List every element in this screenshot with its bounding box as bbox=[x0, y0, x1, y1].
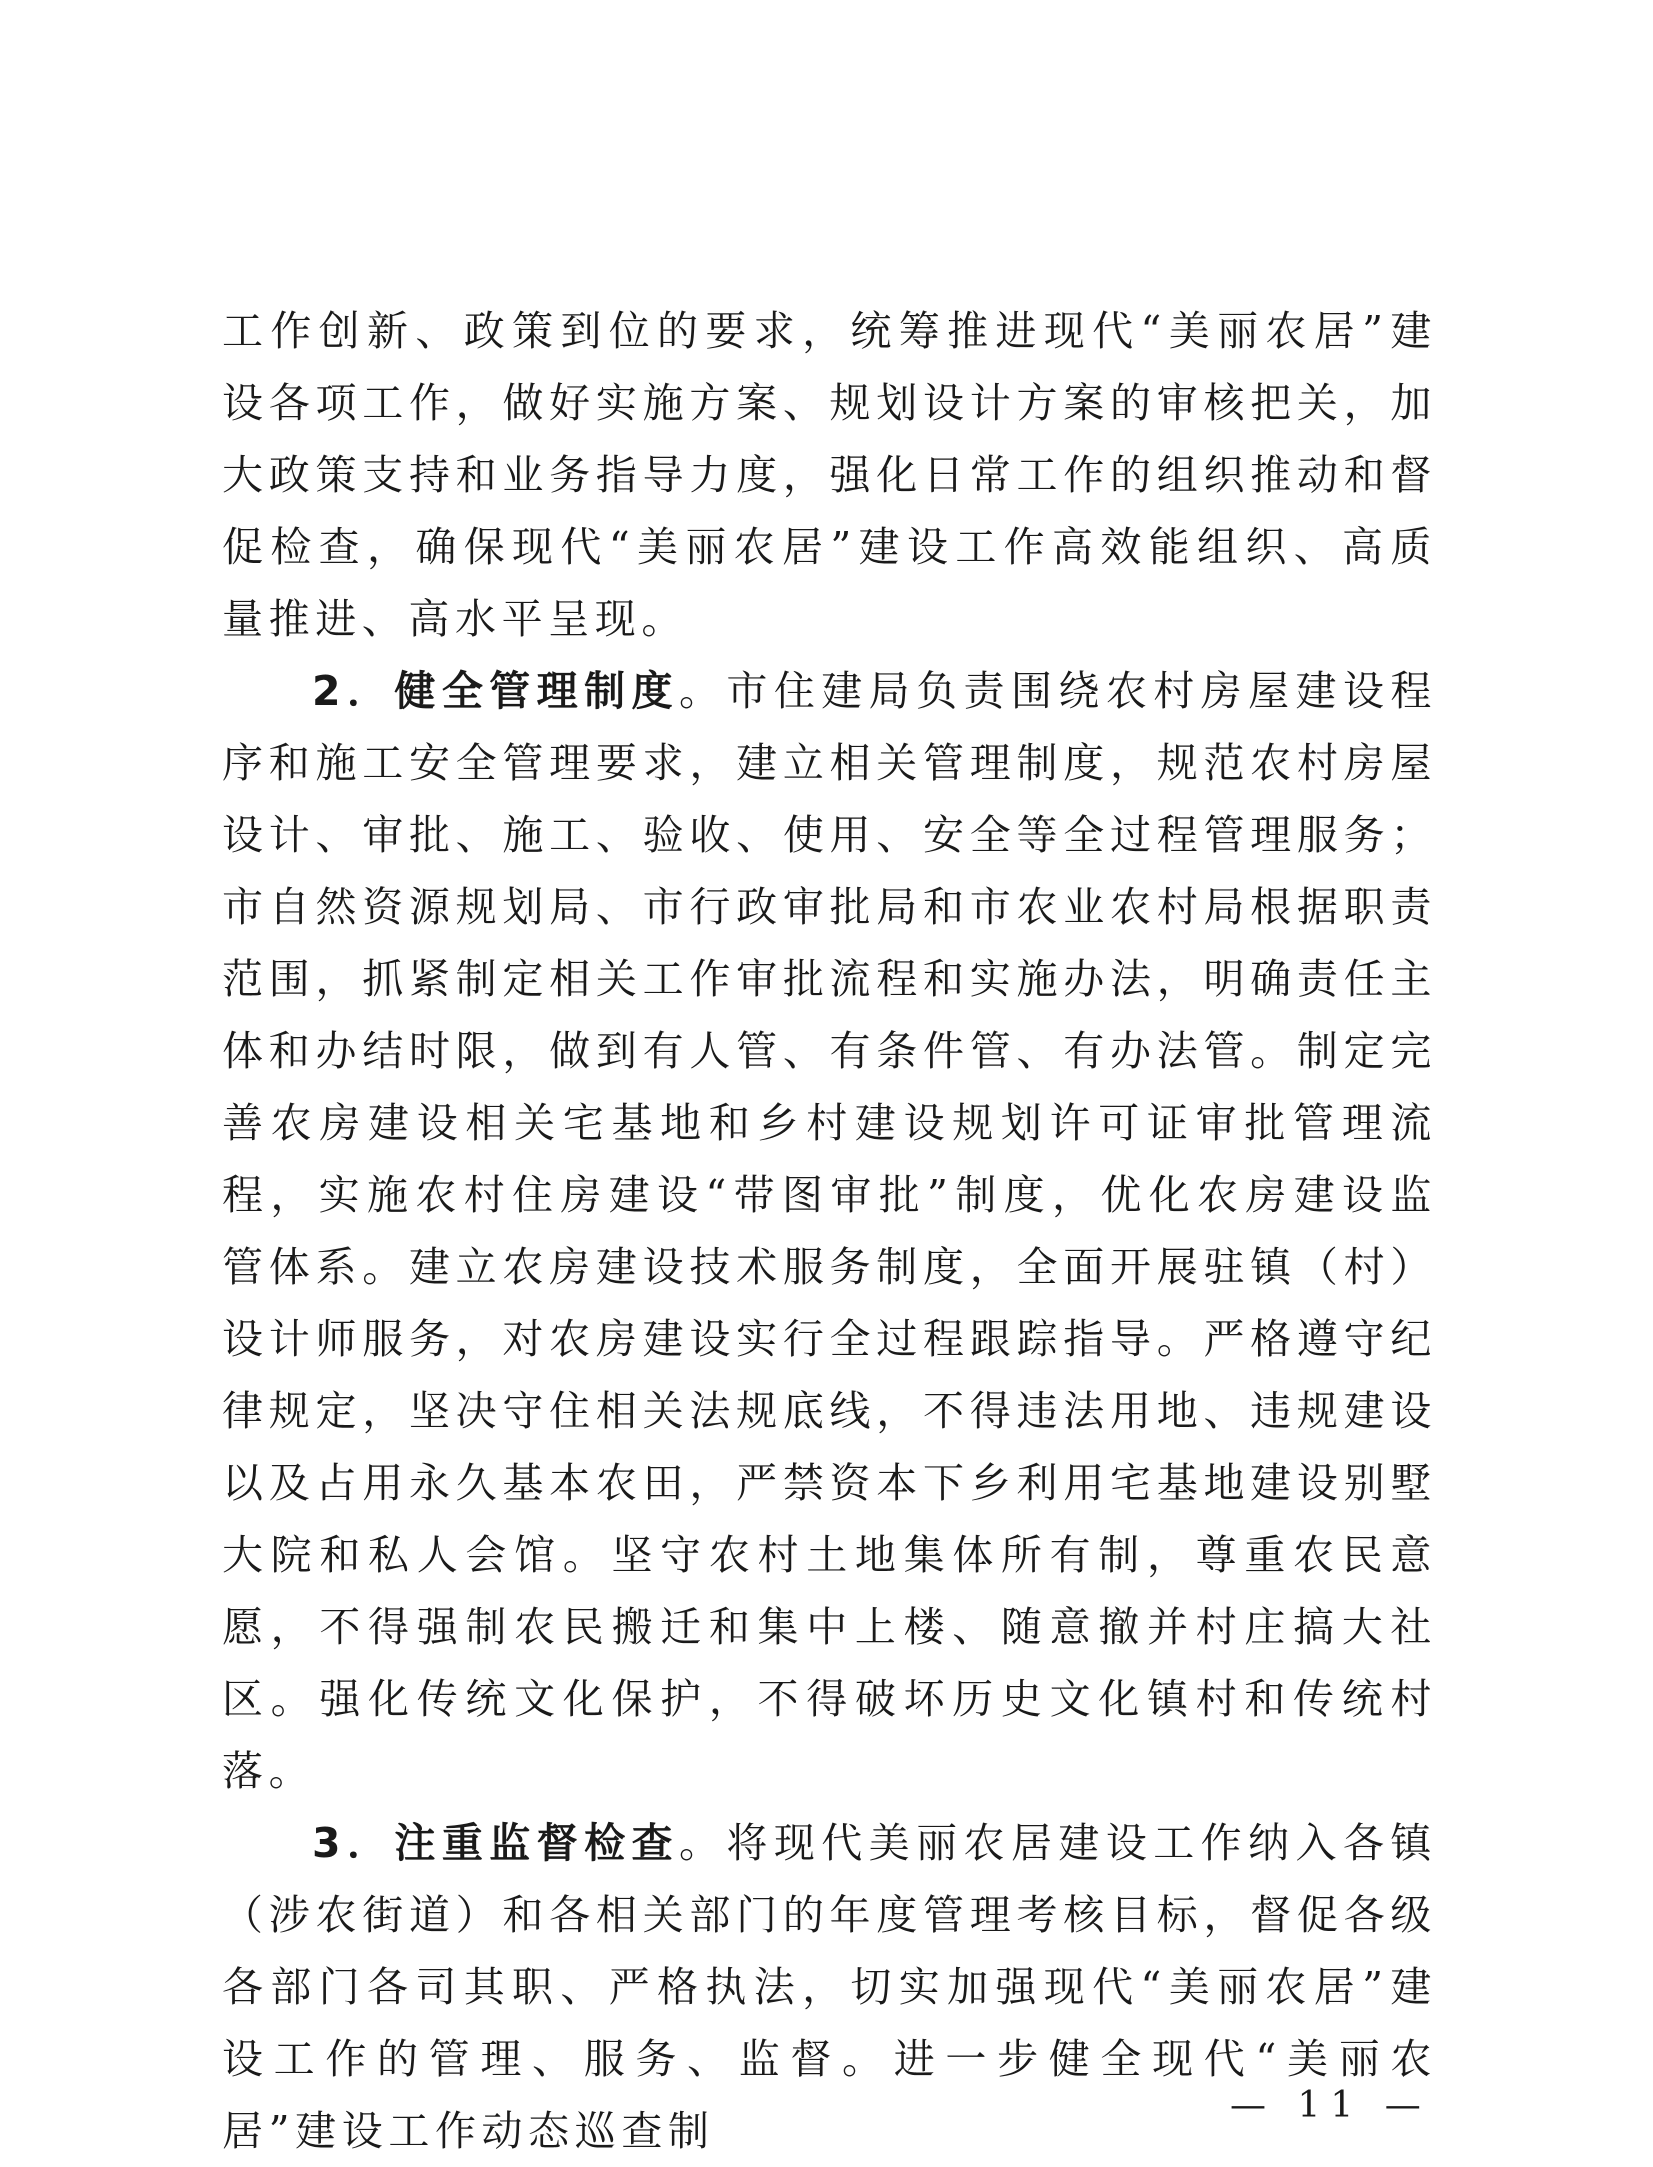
body-text bbox=[222, 295, 1437, 2167]
section-body-3: 。将现代美丽农居建设工作纳入各镇（涉农街道）和各相关部门的年度管理考核目标，督促各级各部门各司其职、严格执法，切实加强现代“美丽农居”建设工作的管理、服务、监督。进一步健全现代“美丽农居”建设工作动态巡查制 bbox=[222, 1819, 1437, 2155]
paragraph-management-system bbox=[222, 655, 1437, 1807]
page-number: — 11 — bbox=[1230, 2085, 1431, 2126]
paragraph-continuation: 工作创新、政策到位的要求，统筹推进现代“美丽农居”建设各项工作，做好实施方案、规划设计方案的审核把关，加大政策支持和业务指导力度，强化日常工作的组织推动和督促检查，确保现代“美丽农居”建设工作高效能组织、高质量推进、高水平呈现。 bbox=[222, 307, 1437, 643]
section-heading-2: 2．健全管理制度 bbox=[312, 667, 679, 715]
section-body-2: 。市住建局负责围绕农村房屋建设程序和施工安全管理要求，建立相关管理制度，规范农村房屋设计、审批、施工、验收、使用、安全等全过程管理服务；市自然资源规划局、市行政审批局和市农业农村局根据职责范围，抓紧制定相关工作审批流程和实施办法，明确责任主体和办结时限，做到有人管、有条件管、有办法管。制定完善农房建设相关宅基地和乡村建设规划许可证审批管理流程，实施农村住房建设“带图审批”制度，优化农房建设监管体系。建立农房建设技术服务制度，全面开展驻镇（村）设计师服务，对农房建设实行全过程跟踪指导。严格遵守纪律规定，坚决守住相关法规底线，不得违法用地、违规建设以及占用永久基本农田，严禁资本下乡利用宅基地建设别墅大院和私人会馆。坚守农村土地集体所有制，尊重农民意愿，不得强制农民搬迁和集中上楼、随意撤并村庄搞大社区。强化传统文化保护，不得破坏历史文化镇村和传统村落。 bbox=[222, 667, 1437, 1795]
section-heading-3: 3．注重监督检查 bbox=[312, 1819, 679, 1867]
